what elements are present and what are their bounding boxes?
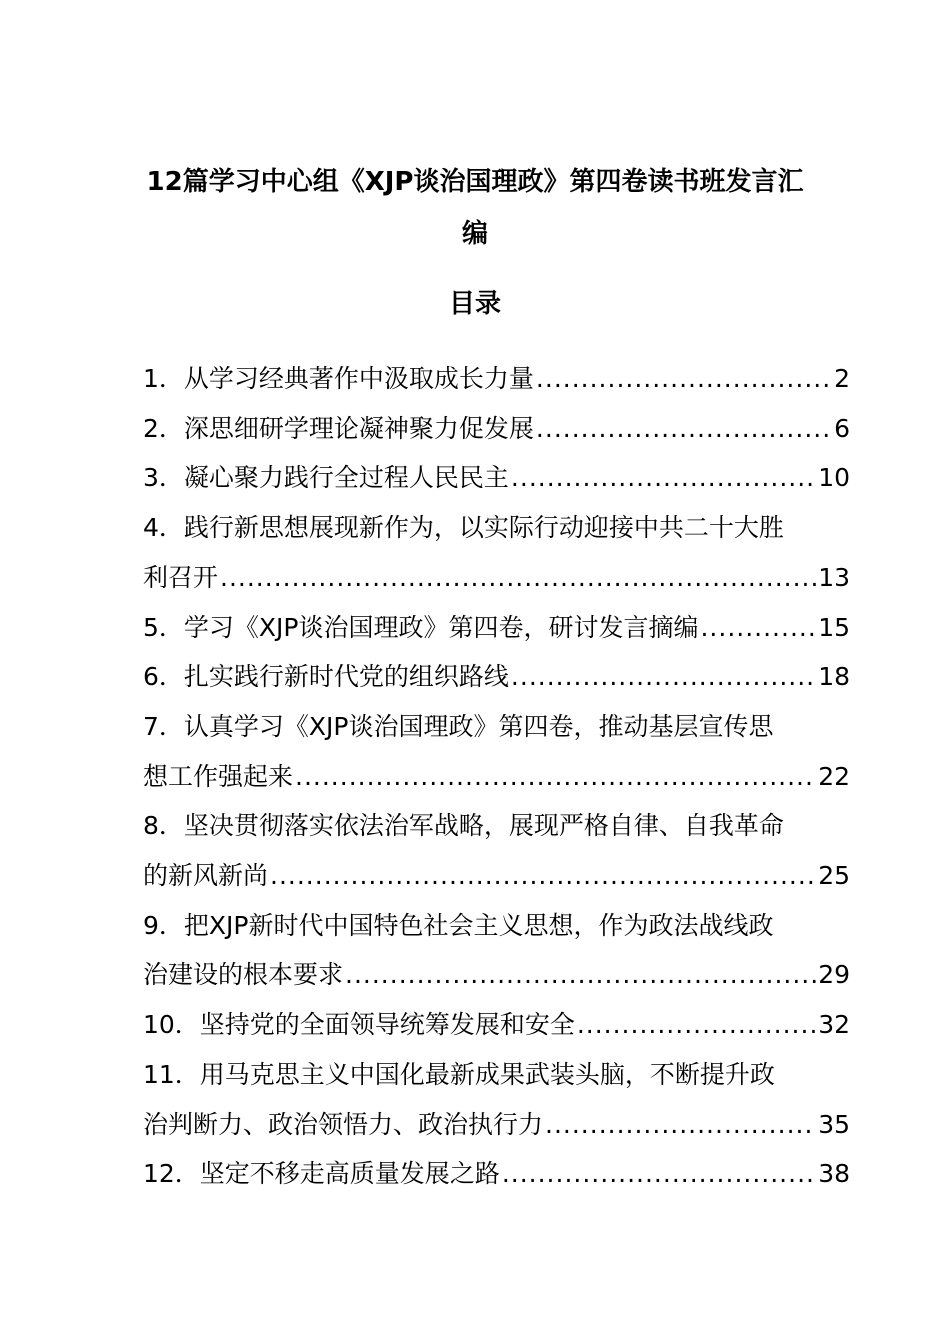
toc-entry-line bbox=[143, 354, 850, 404]
toc-page-number: 29 bbox=[818, 960, 850, 990]
toc-leader-dots bbox=[511, 652, 816, 702]
toc-leader-dots bbox=[345, 950, 816, 1000]
toc-entry[interactable] bbox=[143, 1000, 850, 1050]
toc-entry-line bbox=[143, 1100, 850, 1150]
toc-leader-dots bbox=[220, 553, 816, 603]
toc-entry-line bbox=[143, 950, 850, 1000]
toc-entry-title-line: 7．认真学习《XJP谈治国理政》第四卷，推动基层宣传思 bbox=[143, 711, 774, 741]
toc-heading: 目录 bbox=[448, 289, 501, 319]
toc-page-number: 13 bbox=[818, 562, 850, 592]
toc-entry-line bbox=[143, 851, 850, 901]
toc-entry-line bbox=[143, 1149, 850, 1199]
toc-entry-line bbox=[143, 553, 850, 603]
toc-entry[interactable] bbox=[143, 453, 850, 503]
toc-entry-title: 12．坚定不移走高质量发展之路 bbox=[143, 1159, 500, 1189]
toc-entry[interactable] bbox=[143, 702, 850, 801]
toc-entry-title: 10．坚持党的全面领导统筹发展和安全 bbox=[143, 1010, 575, 1040]
toc-page-number: 38 bbox=[818, 1159, 850, 1189]
toc-entry-title: 想工作强起来 bbox=[143, 761, 294, 791]
toc-page-number: 10 bbox=[818, 463, 850, 493]
toc-entry-title: 5．学习《XJP谈治国理政》第四卷，研讨发言摘编 bbox=[143, 612, 699, 642]
toc-entry-line bbox=[143, 404, 850, 454]
toc-entry-title: 6．扎实践行新时代党的组织路线 bbox=[143, 662, 509, 692]
toc-leader-dots bbox=[502, 1149, 816, 1199]
toc-entry-line bbox=[143, 652, 850, 702]
toc-page-number: 15 bbox=[818, 612, 850, 642]
toc-leader-dots bbox=[295, 752, 816, 802]
toc-entry-title-line: 9．把XJP新时代中国特色社会主义思想，作为政法战线政 bbox=[143, 910, 774, 940]
toc-entry[interactable] bbox=[143, 1149, 850, 1199]
toc-entry[interactable] bbox=[143, 404, 850, 454]
toc-entry-line bbox=[143, 1000, 850, 1050]
toc-leader-dots bbox=[545, 1100, 816, 1150]
toc-leader-dots bbox=[511, 453, 816, 503]
toc-page-number: 18 bbox=[818, 662, 850, 692]
toc-entry-title: 3．凝心聚力践行全过程人民民主 bbox=[143, 463, 509, 493]
title-line-1: 12篇学习中心组《XJP谈治国理政》第四卷读书班发言汇 bbox=[146, 167, 804, 197]
toc-page-number: 35 bbox=[818, 1109, 850, 1139]
toc-entry[interactable] bbox=[143, 1050, 850, 1149]
toc-entry[interactable] bbox=[143, 652, 850, 702]
document-title bbox=[130, 156, 820, 260]
toc-leader-dots bbox=[536, 354, 832, 404]
toc-entry-title: 治判断力、政治领悟力、政治执行力 bbox=[143, 1109, 544, 1139]
toc-page-number: 2 bbox=[834, 364, 850, 393]
toc-entry[interactable] bbox=[143, 354, 850, 404]
toc-entry-line bbox=[143, 453, 850, 503]
toc-page-number: 25 bbox=[818, 861, 850, 891]
toc-entry[interactable] bbox=[143, 901, 850, 1000]
toc-entry[interactable] bbox=[143, 603, 850, 653]
toc-page-number: 6 bbox=[834, 413, 850, 443]
toc-entry-title-line: 11．用马克思主义中国化最新成果武装头脑，不断提升政 bbox=[143, 1059, 775, 1089]
toc-page-number: 22 bbox=[818, 761, 850, 791]
toc-leader-dots bbox=[700, 603, 816, 653]
toc-entry-title-line: 4．践行新思想展现新作为，以实际行动迎接中共二十大胜 bbox=[143, 513, 784, 543]
toc-entry-title: 2．深思细研学理论凝神聚力促发展 bbox=[143, 413, 534, 443]
toc-entry-title: 治建设的根本要求 bbox=[143, 960, 344, 990]
toc-entry-line bbox=[143, 752, 850, 802]
toc-entry[interactable] bbox=[143, 801, 850, 900]
table-of-contents bbox=[143, 354, 850, 1199]
toc-entry-title: 的新风新尚 bbox=[143, 861, 269, 891]
toc-leader-dots bbox=[577, 1000, 816, 1050]
toc-leader-dots bbox=[270, 851, 816, 901]
toc-entry[interactable] bbox=[143, 503, 850, 602]
toc-leader-dots bbox=[536, 404, 832, 454]
toc-entry-title: 1．从学习经典著作中汲取成长力量 bbox=[143, 364, 534, 393]
title-line-2: 编 bbox=[461, 219, 488, 249]
toc-entry-title: 利召开 bbox=[143, 562, 219, 592]
toc-entry-title-line: 8．坚决贯彻落实依法治军战略，展现严格自律、自我革命 bbox=[143, 811, 784, 841]
toc-entry-line bbox=[143, 603, 850, 653]
toc-page-number: 32 bbox=[818, 1010, 850, 1040]
